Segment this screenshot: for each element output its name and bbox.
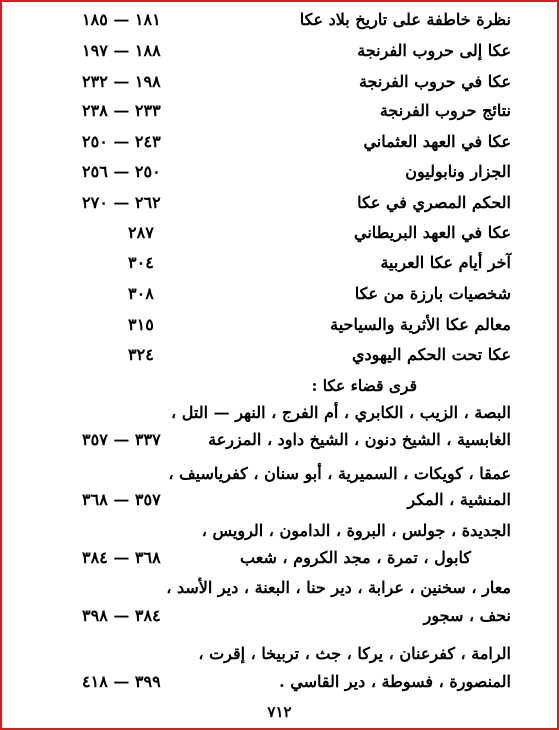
toc-entry-title: عكا إلى حروب الفرنجة <box>357 41 511 60</box>
village-group-pages: ٣٣٧ — ٣٥٧ <box>82 430 161 449</box>
toc-entry-pages: ١٨١ — ١٨٥ <box>82 10 161 29</box>
toc-entry-pages: ١٩٨ — ٢٣٢ <box>82 72 161 91</box>
toc-entry-pages: ٣٠٨ <box>128 284 154 303</box>
village-group-pages: ٣٩٩ — ٤١٨ <box>82 672 161 691</box>
toc-entry-title: الحكم المصري في عكا <box>357 193 511 212</box>
village-group-pages: ٣٦٨ — ٣٨٤ <box>82 548 161 567</box>
toc-entry-title: عكا تحت الحكم اليهودي <box>351 345 511 364</box>
toc-entry-title: معالم عكا الأثرية والسياحية <box>330 315 511 334</box>
toc-entry-title: نتائج حروب الفرنجة <box>379 101 511 120</box>
toc-entry-title: آخر أيام عكا العربية <box>380 253 511 272</box>
toc-entry-pages: ٣٠٤ <box>128 253 154 272</box>
village-group-line: الرامة ، كفرعنان ، يركا ، جث ، تربيخا ، إقرت ، <box>198 644 511 663</box>
toc-entry-title: نظرة خاطفة على تاريخ بلاد عكا <box>299 10 511 29</box>
toc-entry-title: شخصيات بارزة من عكا <box>354 284 511 303</box>
villages-heading: قرى قضاء عكا : <box>311 376 417 395</box>
village-group-pages: ٣٥٧ — ٣٦٨ <box>82 490 161 509</box>
village-group-line: المنصورة ، فسوطة ، دير القاسي . <box>279 672 511 691</box>
toc-entry-pages: ٢٥٠ — ٢٥٦ <box>82 162 161 181</box>
toc-entry-pages: ٢٨٧ <box>128 223 154 242</box>
village-group-pages: ٣٨٤ — ٣٩٨ <box>82 606 161 625</box>
village-group-line: الغابسية ، الشيخ دنون ، الشيخ داود ، المزرعة <box>208 430 511 449</box>
toc-entry-title: عكا في العهد البريطاني <box>354 223 511 242</box>
toc-entry-title: الجزار ونابوليون <box>405 162 511 181</box>
village-group-line: كابول ، تمرة ، مجد الكروم ، شعب <box>240 548 471 567</box>
village-group-line: معار ، سخنين ، عرابة ، دير حنا ، البعنة ، دير الأسد ، <box>166 578 511 597</box>
village-group-line: المنشية ، المكر <box>407 490 511 509</box>
page-number: ٧١٢ <box>267 703 292 721</box>
toc-entry-pages: ٣٢٤ <box>128 345 154 364</box>
toc-entry-title: عكا في العهد العثماني <box>363 132 511 151</box>
village-group-line: عمقا ، كويكات ، السميرية ، أبو سنان ، كفرياسيف ، <box>168 464 511 483</box>
toc-entry-pages: ٢٦٢ — ٢٧٠ <box>82 193 161 212</box>
toc-entry-pages: ٢٣٣ — ٢٣٨ <box>82 101 161 120</box>
toc-entry-pages: ٢٤٣ — ٢٥٠ <box>82 132 161 151</box>
village-group-line: نحف ، سجور <box>423 606 511 625</box>
village-group-line: البصة ، الزيب ، الكابري ، أم الفرج ، النهر — التل ، <box>171 403 511 422</box>
toc-entry-pages: ١٨٨ — ١٩٧ <box>82 41 161 60</box>
toc-entry-title: عكا في حروب الفرنجة <box>358 72 511 91</box>
village-group-line: الجديدة ، جولس ، البروة ، الدامون ، الرويس ، <box>201 521 511 540</box>
toc-entry-pages: ٣١٥ <box>128 315 154 334</box>
